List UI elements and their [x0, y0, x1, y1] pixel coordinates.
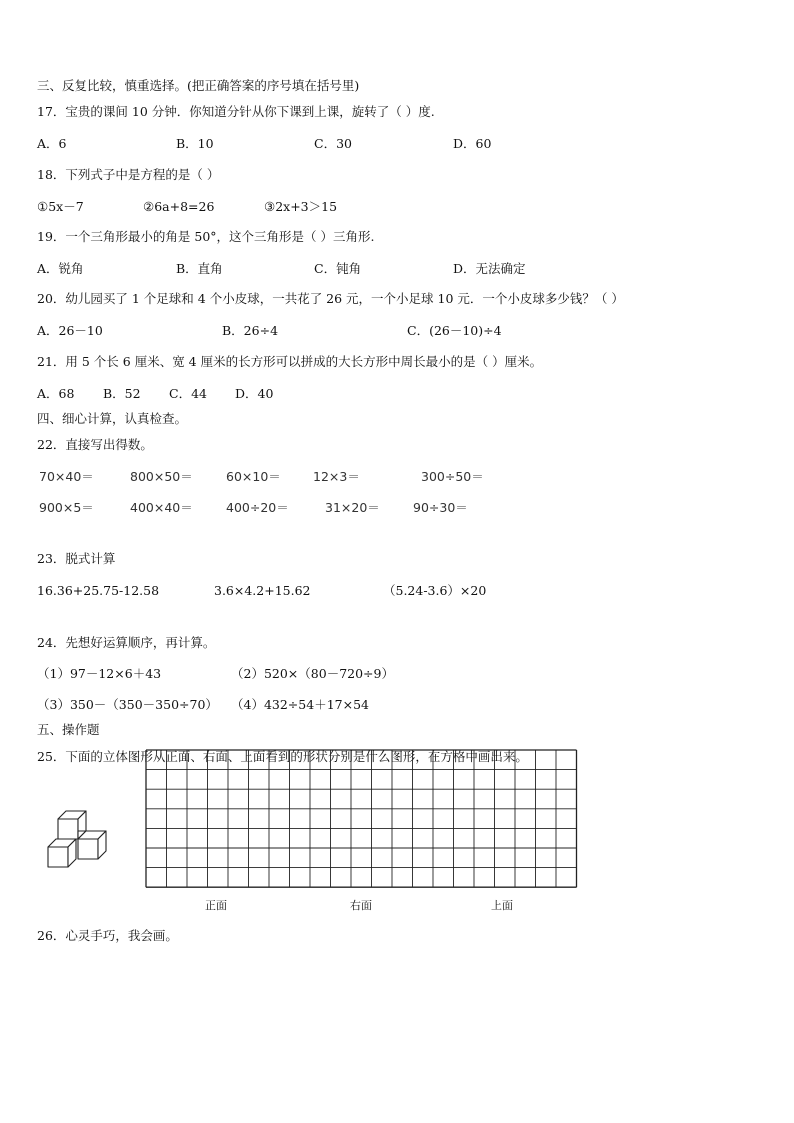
q24-item-4: （4）432÷54＋17×54 — [231, 697, 369, 712]
q22-item-10: 90÷30＝ — [413, 500, 468, 515]
section-4-title: 四、细心计算，认真检查。 — [37, 411, 188, 426]
question-24-stem: 24．先想好运算顺序，再计算。 — [37, 635, 216, 650]
q21-option-c: C．44 — [169, 386, 207, 401]
q19-option-c: C．钝角 — [314, 261, 362, 276]
q20-option-a: A．26－10 — [37, 323, 103, 338]
q22-item-9: 31×20＝ — [325, 500, 380, 515]
q18-option-3: ③2x+3＞15 — [264, 199, 338, 214]
question-19-stem: 19．一个三角形最小的角是 50°，这个三角形是（ ）三角形. — [37, 229, 375, 244]
q21-option-b: B．52 — [103, 386, 141, 401]
cube-top-front — [58, 819, 78, 839]
q22-item-5: 300÷50＝ — [421, 469, 484, 484]
grid-label-front: 正面 — [205, 899, 227, 912]
question-22-stem: 22．直接写出得数。 — [37, 437, 153, 452]
question-25-stem: 25．下面的立体图形从正面、右面、上面看到的形状分别是什么图形，在方格中画出来。 — [37, 749, 528, 764]
question-20-stem: 20．幼儿园买了 1 个足球和 4 个小皮球，一共花了 26 元，一个小足球 10 元．一个小皮球多少钱？（ ） — [37, 291, 624, 306]
grid-label-top: 上面 — [491, 899, 513, 912]
q22-item-3: 60×10＝ — [226, 469, 281, 484]
q23-item-3: （5.24-3.6）×20 — [383, 583, 487, 598]
q17-option-b: B．10 — [176, 136, 214, 151]
q22-item-6: 900×5＝ — [39, 500, 94, 515]
q20-option-c: C．(26－10)÷4 — [407, 323, 502, 338]
question-26-stem: 26．心灵手巧，我会画。 — [37, 928, 178, 943]
q22-item-4: 12×3＝ — [313, 469, 360, 484]
q22-item-1: 70×40＝ — [39, 469, 94, 484]
grid-label-right: 右面 — [350, 899, 372, 912]
question-21-stem: 21．用 5 个长 6 厘米、宽 4 厘米的长方形可以拼成的大长方形中周长最小的是（ ）厘米。 — [37, 354, 543, 369]
section-5-title: 五、操作题 — [37, 722, 100, 737]
q22-item-8: 400÷20＝ — [226, 500, 289, 515]
q21-option-d: D．40 — [235, 386, 274, 401]
q19-option-a: A．锐角 — [37, 261, 84, 276]
q22-item-2: 800×50＝ — [130, 469, 193, 484]
q24-item-3: （3）350－（350－350÷70） — [37, 697, 218, 712]
q19-option-d: D．无法确定 — [453, 261, 526, 276]
q22-item-7: 400×40＝ — [130, 500, 193, 515]
q23-item-2: 3.6×4.2+15.62 — [214, 583, 311, 598]
q24-item-1: （1）97－12×6＋43 — [37, 666, 162, 681]
q17-option-a: A．6 — [37, 136, 67, 151]
q18-option-1: ①5x－7 — [37, 199, 84, 214]
cube-figure — [44, 805, 114, 869]
cube-right-front — [78, 839, 98, 859]
question-23-stem: 23．脱式计算 — [37, 551, 116, 566]
q20-option-b: B．26÷4 — [222, 323, 279, 338]
answer-grid[interactable] — [145, 749, 579, 889]
q23-item-1: 16.36+25.75-12.58 — [37, 583, 160, 598]
q21-option-a: A．68 — [37, 386, 75, 401]
q17-option-c: C．30 — [314, 136, 352, 151]
question-17-stem: 17．宝贵的课间 10 分钟．你知道分针从你下课到上课，旋转了（ ）度. — [37, 104, 435, 119]
q17-option-d: D．60 — [453, 136, 492, 151]
q18-option-2: ②6a+8=26 — [143, 199, 215, 214]
q24-item-2: （2）520×（80－720÷9） — [231, 666, 394, 681]
cube-front-front — [48, 847, 68, 867]
question-18-stem: 18．下列式子中是方程的是（ ） — [37, 167, 220, 182]
q19-option-b: B．直角 — [176, 261, 223, 276]
section-3-title: 三、反复比较，慎重选择。(把正确答案的序号填在括号里) — [37, 78, 360, 93]
